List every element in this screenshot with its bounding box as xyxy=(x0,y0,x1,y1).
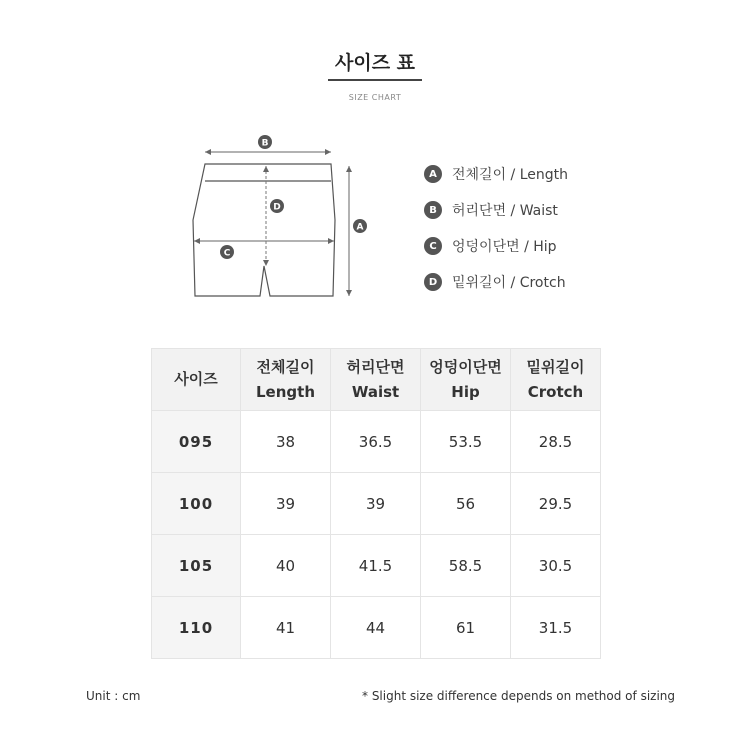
size-table xyxy=(151,348,601,659)
length-cell: 38 xyxy=(241,411,331,473)
sizing-disclaimer: * Slight size difference depends on method of sizing xyxy=(362,689,676,703)
legend-item-hip xyxy=(424,228,674,264)
header-length: 전체길이 Length xyxy=(241,349,331,411)
crotch-cell: 29.5 xyxy=(511,473,601,535)
marker-c-label: C xyxy=(223,248,231,259)
length-cell: 40 xyxy=(241,535,331,597)
header-waist: 허리단면 Waist xyxy=(331,349,421,411)
crotch-cell: 30.5 xyxy=(511,535,601,597)
marker-c xyxy=(220,245,234,259)
table-row xyxy=(152,535,601,597)
waist-cell: 39 xyxy=(331,473,421,535)
measurement-legend xyxy=(424,156,674,300)
shorts-outline xyxy=(193,164,335,296)
arrow-b-left xyxy=(205,149,211,155)
header-hip: 엉덩이단면 Hip xyxy=(421,349,511,411)
arrow-a-bottom xyxy=(346,290,352,296)
size-cell: 100 xyxy=(152,473,241,535)
marker-d xyxy=(270,199,284,213)
arrow-c-right xyxy=(328,238,334,244)
arrow-d-top xyxy=(263,166,269,172)
title-divider xyxy=(328,79,422,81)
legend-label-length: 전체길이 / Length xyxy=(452,167,569,183)
arrow-a-top xyxy=(346,166,352,172)
marker-b-label: B xyxy=(261,138,269,149)
marker-a-label: A xyxy=(356,222,364,233)
crotch-cell: 28.5 xyxy=(511,411,601,473)
marker-a xyxy=(353,219,367,233)
shorts-diagram xyxy=(185,130,385,305)
length-cell: 41 xyxy=(241,597,331,659)
hip-cell: 53.5 xyxy=(421,411,511,473)
length-cell: 39 xyxy=(241,473,331,535)
legend-label-crotch: 밑위길이 / Crotch xyxy=(452,275,566,291)
header-size: 사이즈 xyxy=(152,349,241,411)
unit-note: Unit : cm xyxy=(86,689,141,703)
marker-d-label: D xyxy=(273,202,281,213)
legend-item-length xyxy=(424,156,674,192)
hip-cell: 56 xyxy=(421,473,511,535)
size-cell: 095 xyxy=(152,411,241,473)
arrow-c-left xyxy=(194,238,200,244)
waist-cell: 41.5 xyxy=(331,535,421,597)
table-row xyxy=(152,597,601,659)
legend-badge-b: B xyxy=(424,201,442,219)
table-row xyxy=(152,473,601,535)
legend-badge-c: C xyxy=(424,237,442,255)
table-row xyxy=(152,411,601,473)
legend-badge-d: D xyxy=(424,273,442,291)
arrow-b-right xyxy=(325,149,331,155)
crotch-cell: 31.5 xyxy=(511,597,601,659)
page-title: 사이즈 표 xyxy=(334,52,416,74)
size-cell: 105 xyxy=(152,535,241,597)
legend-item-crotch xyxy=(424,264,674,300)
legend-label-waist: 허리단면 / Waist xyxy=(452,203,558,219)
waist-cell: 36.5 xyxy=(331,411,421,473)
hip-cell: 58.5 xyxy=(421,535,511,597)
legend-badge-a: A xyxy=(424,165,442,183)
arrow-d-bottom xyxy=(263,260,269,266)
legend-label-hip: 엉덩이단면 / Hip xyxy=(452,239,557,255)
marker-b xyxy=(258,135,272,149)
page-subtitle: SIZE CHART xyxy=(348,93,402,102)
legend-item-waist xyxy=(424,192,674,228)
waist-cell: 44 xyxy=(331,597,421,659)
table-header-row xyxy=(152,349,601,411)
hip-cell: 61 xyxy=(421,597,511,659)
size-cell: 110 xyxy=(152,597,241,659)
header-crotch: 밑위길이 Crotch xyxy=(511,349,601,411)
